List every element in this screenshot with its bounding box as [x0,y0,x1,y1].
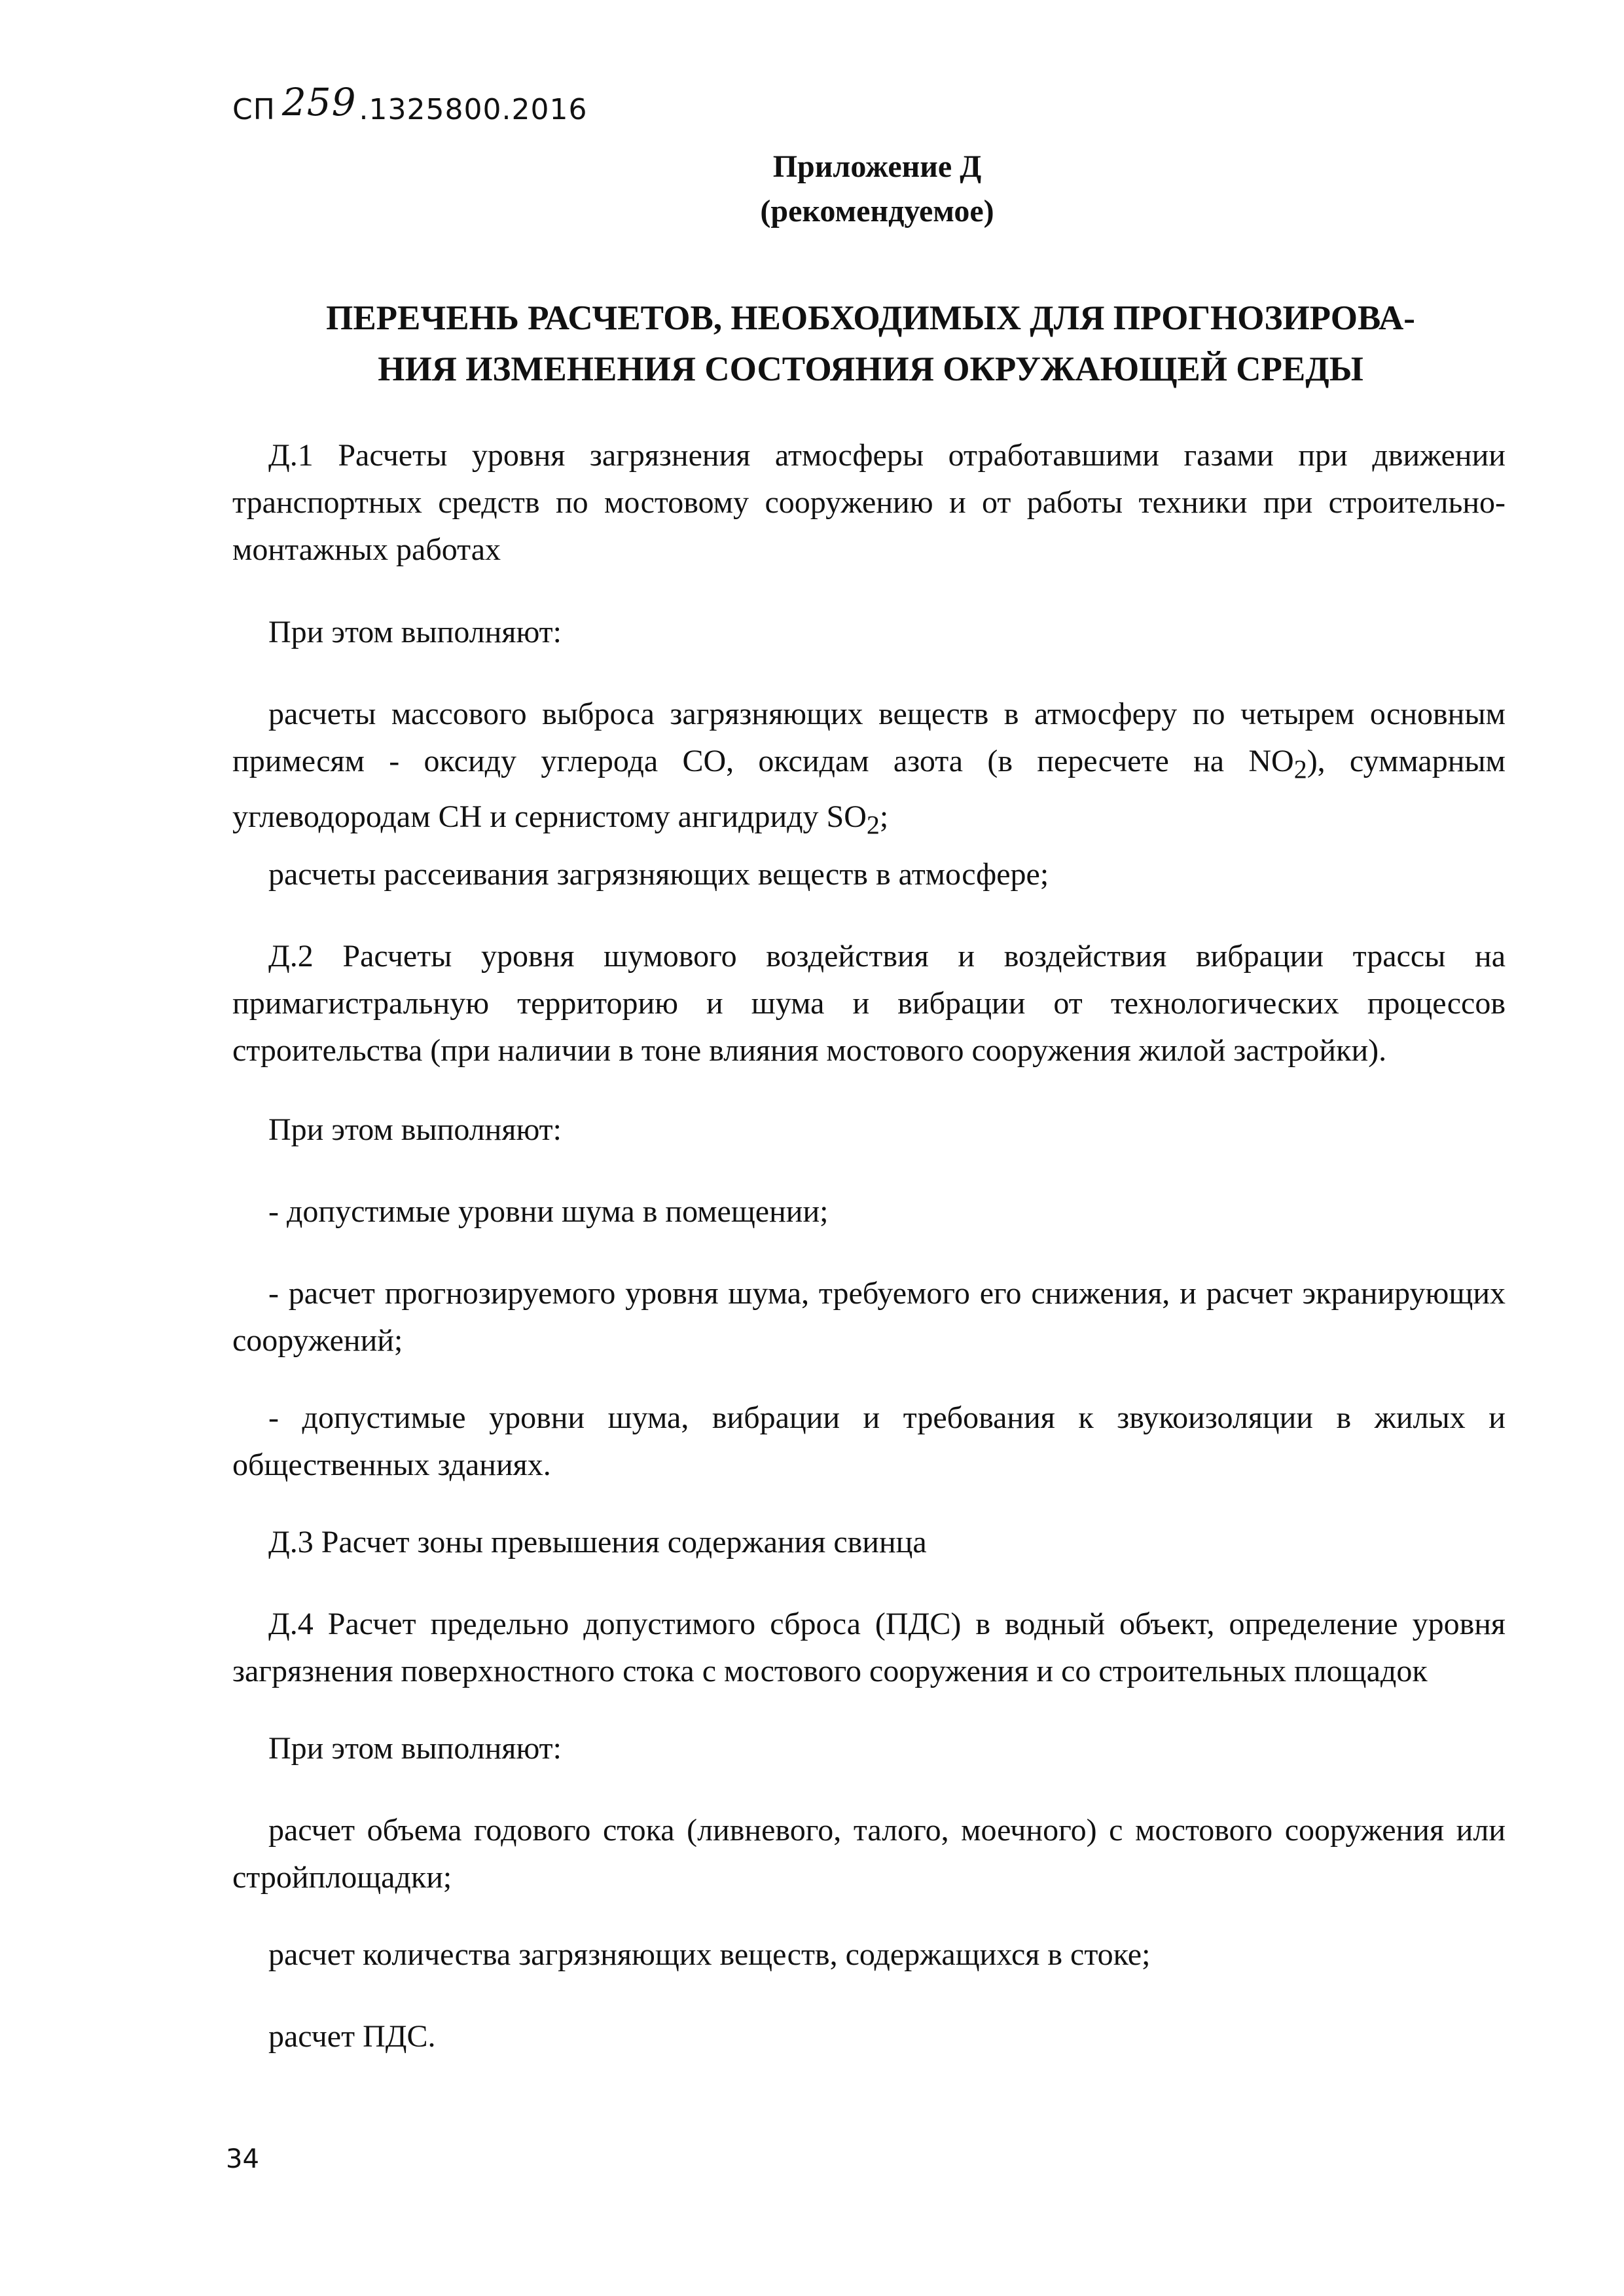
paragraph-d1-intro: При этом выполняют: [268,615,562,649]
d1-item1-subscript-1: 2 [1293,754,1307,784]
paragraph-d4-item-1: расчет объема годового стока (ливневого, талого, моечного) с мостового сооружения или стройплощадки; [232,1813,1506,1895]
paragraph-d4-intro: При этом выполняют: [268,1731,562,1766]
d1-item1-text-b: ), суммарным углеводородам СН и сернистому ангидриду SO [232,744,1506,834]
paragraph-d4-item-3: расчет ПДС. [268,2019,436,2054]
page-number: 34 [226,2144,259,2174]
heading-line-1: ПЕРЕЧЕНЬ РАСЧЕТОВ, НЕОБХОДИМЫХ ДЛЯ ПРОГНОЗИРОВА- [326,299,1415,337]
d1-item1-text-a: расчеты массового выброса загрязняющих веществ в атмосферу по четырем основным примесям - оксиду углерода СО, оксидам азота (в пересчете на NO [232,697,1506,778]
paragraph-d2-item-1: - допустимые уровни шума в помещении; [268,1194,829,1229]
paragraph-d4: Д.4 Расчет предельно допустимого сброса (ПДС) в водный объект, определение уровня загрязнения поверхностного стока с мостового сооружения и со строительных площадок [232,1607,1506,1688]
section-heading [236,293,1506,395]
appendix-status: (рекомендуемое) [760,194,994,228]
document-code [232,80,588,128]
paragraph-d2-item-3: - допустимые уровни шума, вибрации и требования к звукоизоляции в жилых и общественных зданиях. [232,1400,1506,1482]
paragraph-d2-intro: При этом выполняют: [268,1112,562,1147]
code-suffix: .1325800.2016 [359,93,588,126]
paragraph-d1: Д.1 Расчеты уровня загрязнения атмосферы отработавшими газами при движении транспортных средств по мостовому сооружению и от работы техники при строительно-монтажных работах [232,438,1506,567]
d1-item1-subscript-2: 2 [866,810,880,840]
paragraph-d1-item-2: расчеты рассеивания загрязняющих веществ в атмосфере; [268,857,1049,892]
appendix-title: Приложение Д [772,149,982,184]
heading-line-2: НИЯ ИЗМЕНЕНИЯ СОСТОЯНИЯ ОКРУЖАЮЩЕЙ СРЕДЫ [378,350,1363,388]
paragraph-d2-item-2: - расчет прогнозируемого уровня шума, требуемого его снижения, и расчет экранирующих сооружений; [232,1276,1506,1358]
paragraph-d3: Д.3 Расчет зоны превышения содержания свинца [268,1525,927,1559]
paragraph-d4-item-2: расчет количества загрязняющих веществ, содержащихся в стоке; [268,1937,1151,1972]
paragraph-d1-item-1 [232,691,1506,848]
paragraph-d2: Д.2 Расчеты уровня шумового воздействия и воздействия вибрации трассы на примагистральную территорию и шума и вибрации от технологических процессов строительства (при наличии в тоне влияния мостового сооружения жилой застройки). [232,939,1506,1068]
d1-item1-text-c: ; [879,799,889,834]
code-prefix: СП [232,93,276,126]
code-handwritten-number: 259 [281,80,357,124]
